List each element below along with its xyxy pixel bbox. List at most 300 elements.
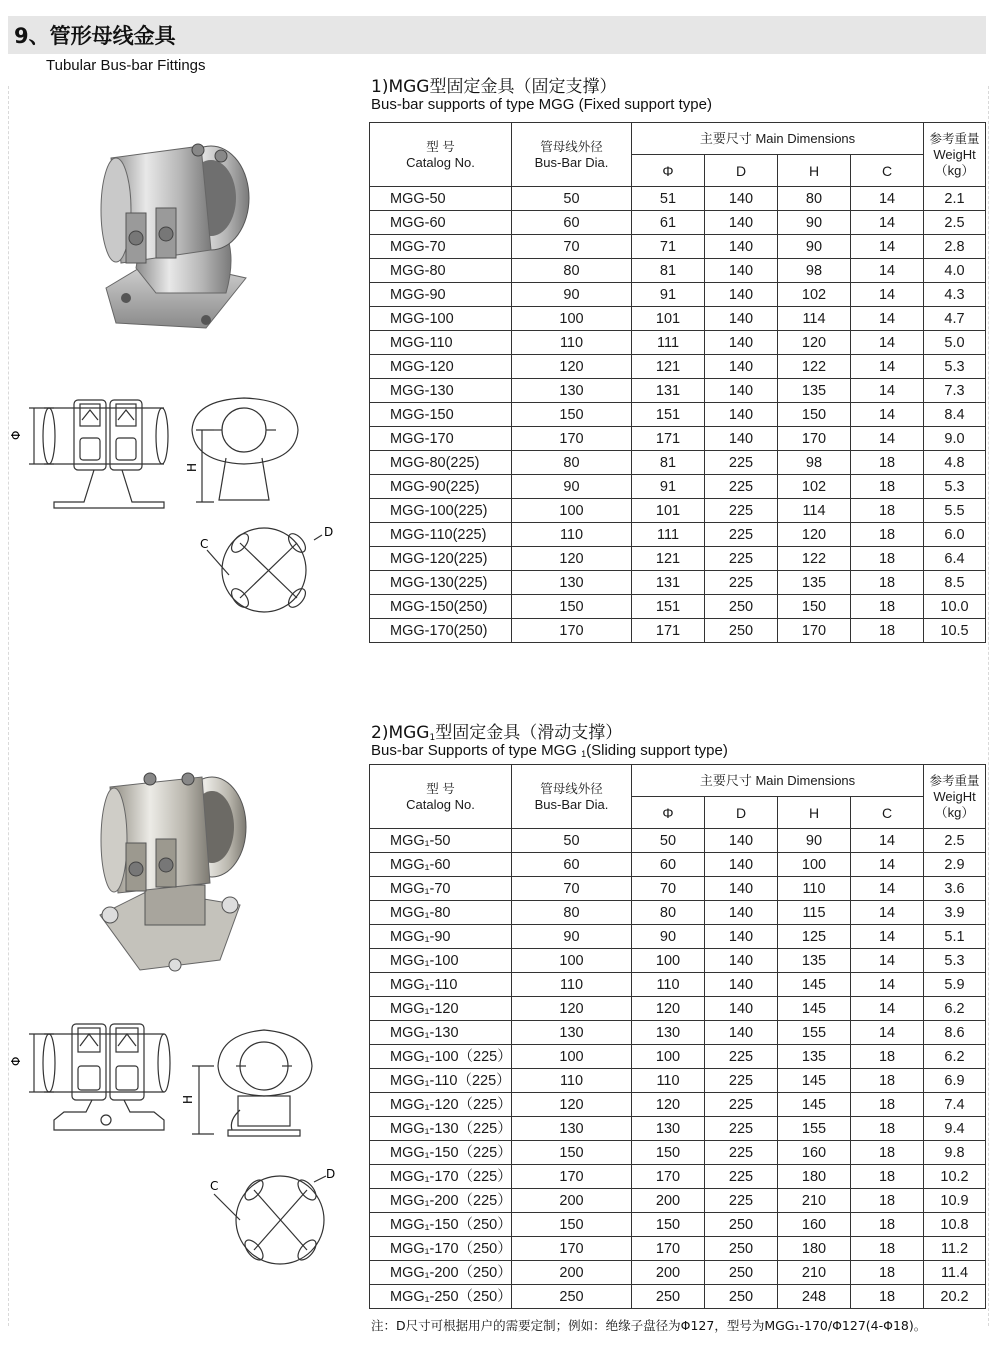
c-label: C [210,1179,219,1193]
h-cell: 145 [778,1069,851,1093]
phi-cell: 100 [632,949,705,973]
weight-cell: 4.7 [924,307,986,331]
phi-cell: 51 [632,187,705,211]
busbar-dia-cell: 70 [512,877,632,901]
phi-cell: 90 [632,925,705,949]
header-c: C [851,797,924,829]
h-cell: 160 [778,1213,851,1237]
phi-cell: 171 [632,427,705,451]
weight-cell: 2.9 [924,853,986,877]
busbar-dia-cell: 200 [512,1189,632,1213]
catalog-cell: MGG₁-130 [370,1021,512,1045]
phi-cell: 131 [632,379,705,403]
h-cell: 170 [778,427,851,451]
header-d: D [705,155,778,187]
c-cell: 14 [851,331,924,355]
catalog-cell: MGG-150(250) [370,595,512,619]
table-row [370,1021,986,1045]
section2-title: 2)MGG1型固定金具（滑动支撑） [371,723,623,743]
h-cell: 145 [778,1093,851,1117]
c-cell: 14 [851,901,924,925]
busbar-dia-cell: 90 [512,475,632,499]
header-h: H [778,797,851,829]
weight-cell: 9.0 [924,427,986,451]
catalog-cell: MGG-110 [370,331,512,355]
table-row [370,1261,986,1285]
catalog-cell: MGG-90 [370,283,512,307]
busbar-dia-cell: 100 [512,1045,632,1069]
busbar-dia-cell: 170 [512,427,632,451]
h-cell: 135 [778,949,851,973]
h-cell: 248 [778,1285,851,1309]
catalog-cell: MGG-150 [370,403,512,427]
c-cell: 14 [851,307,924,331]
h-cell: 145 [778,973,851,997]
table-row [370,475,986,499]
catalog-cell: MGG₁-70 [370,877,512,901]
busbar-dia-cell: 250 [512,1285,632,1309]
d-cell: 225 [705,523,778,547]
weight-cell: 20.2 [924,1285,986,1309]
busbar-dia-cell: 110 [512,331,632,355]
phi-cell: 200 [632,1261,705,1285]
catalog-cell: MGG₁-120（225） [370,1093,512,1117]
catalog-cell: MGG₁-60 [370,853,512,877]
weight-cell: 5.3 [924,355,986,379]
left-divider [8,86,10,1326]
catalog-cell: MGG-90(225) [370,475,512,499]
h-cell: 180 [778,1237,851,1261]
h-cell: 98 [778,259,851,283]
catalog-cell: MGG₁-100 [370,949,512,973]
weight-cell: 8.5 [924,571,986,595]
c-cell: 18 [851,1237,924,1261]
table-row [370,1285,986,1309]
c-cell: 18 [851,1045,924,1069]
catalog-cell: MGG₁-80 [370,901,512,925]
catalog-cell: MGG₁-200（250） [370,1261,512,1285]
busbar-dia-cell: 200 [512,1261,632,1285]
busbar-dia-cell: 80 [512,259,632,283]
busbar-dia-cell: 50 [512,829,632,853]
c-cell: 14 [851,1021,924,1045]
h-cell: 180 [778,1165,851,1189]
phi-cell: 121 [632,547,705,571]
weight-cell: 4.3 [924,283,986,307]
phi-cell: 151 [632,403,705,427]
busbar-dia-cell: 80 [512,901,632,925]
catalog-cell: MGG-80(225) [370,451,512,475]
catalog-cell: MGG₁-100（225） [370,1045,512,1069]
weight-cell: 6.2 [924,997,986,1021]
table-row [370,211,986,235]
busbar-dia-cell: 170 [512,1165,632,1189]
d-cell: 225 [705,571,778,595]
c-cell: 14 [851,403,924,427]
weight-cell: 3.6 [924,877,986,901]
table-row [370,355,986,379]
header-d: D [705,797,778,829]
weight-cell: 10.0 [924,595,986,619]
weight-cell: 10.9 [924,1189,986,1213]
weight-cell: 11.2 [924,1237,986,1261]
weight-cell: 6.4 [924,547,986,571]
h-cell: 210 [778,1261,851,1285]
busbar-dia-cell: 120 [512,547,632,571]
c-cell: 14 [851,283,924,307]
busbar-dia-cell: 170 [512,619,632,643]
phi-cell: 170 [632,1165,705,1189]
section1-title: 1)MGG型固定金具（固定支撑） [371,77,617,97]
h-label: H [181,1094,195,1104]
d-cell: 140 [705,307,778,331]
table-row [370,949,986,973]
busbar-dia-cell: 130 [512,1117,632,1141]
phi-cell: 110 [632,973,705,997]
phi-cell: 150 [632,1141,705,1165]
d-cell: 140 [705,829,778,853]
phi-label: Φ [9,430,23,440]
weight-cell: 2.5 [924,829,986,853]
h-cell: 135 [778,1045,851,1069]
busbar-dia-cell: 100 [512,307,632,331]
busbar-dia-cell: 120 [512,997,632,1021]
weight-cell: 11.4 [924,1261,986,1285]
d-cell: 140 [705,403,778,427]
h-label: H [185,462,199,472]
header-c: C [851,155,924,187]
c-cell: 14 [851,211,924,235]
d-cell: 225 [705,1165,778,1189]
table-row [370,1045,986,1069]
header-catalog: 型 号 Catalog No. [370,765,512,829]
table-row [370,1213,986,1237]
busbar-dia-cell: 150 [512,1213,632,1237]
catalog-cell: MGG₁-90 [370,925,512,949]
table-row [370,283,986,307]
phi-cell: 80 [632,901,705,925]
busbar-dia-cell: 130 [512,571,632,595]
d-cell: 225 [705,1189,778,1213]
h-cell: 102 [778,475,851,499]
phi-cell: 111 [632,523,705,547]
d-cell: 250 [705,595,778,619]
d-cell: 225 [705,475,778,499]
d-cell: 225 [705,451,778,475]
weight-cell: 2.5 [924,211,986,235]
c-cell: 18 [851,451,924,475]
weight-cell: 9.8 [924,1141,986,1165]
weight-cell: 5.3 [924,475,986,499]
catalog-cell: MGG₁-200（225） [370,1189,512,1213]
section1-subtitle: Bus-bar supports of type MGG (Fixed support type) [371,96,712,113]
busbar-dia-cell: 80 [512,451,632,475]
busbar-dia-cell: 170 [512,1237,632,1261]
d-cell: 140 [705,211,778,235]
catalog-cell: MGG₁-150（225） [370,1141,512,1165]
header-weight: 参考重量 WeigHt （kg） [924,765,986,829]
catalog-cell: MGG-170(250) [370,619,512,643]
catalog-cell: MGG-130(225) [370,571,512,595]
catalog-cell: MGG₁-250（250） [370,1285,512,1309]
d-cell: 225 [705,499,778,523]
h-cell: 155 [778,1021,851,1045]
catalog-cell: MGG₁-170（250） [370,1237,512,1261]
table-row [370,1189,986,1213]
d-cell: 225 [705,1117,778,1141]
d-cell: 225 [705,1093,778,1117]
catalog-cell: MGG-100(225) [370,499,512,523]
busbar-dia-cell: 130 [512,1021,632,1045]
footnote: 注：D尺寸可根据用户的需要定制；例如：绝缘子盘径为Φ127，型号为MGG₁-170/Φ127(4-Φ18)。 [371,1318,927,1333]
c-cell: 18 [851,1189,924,1213]
table-row [370,877,986,901]
mgg1-sliding-support-photo [90,765,260,980]
table-row [370,1069,986,1093]
phi-cell: 200 [632,1189,705,1213]
d-cell: 140 [705,853,778,877]
d-cell: 140 [705,331,778,355]
weight-cell: 2.1 [924,187,986,211]
weight-cell: 9.4 [924,1117,986,1141]
weight-cell: 10.2 [924,1165,986,1189]
h-cell: 90 [778,829,851,853]
section2-subtitle: Bus-bar Supports of type MGG 1(Sliding support type) [371,742,728,759]
weight-cell: 10.5 [924,619,986,643]
c-cell: 18 [851,595,924,619]
h-cell: 120 [778,331,851,355]
section2-spec-table [369,764,986,1309]
weight-cell: 5.9 [924,973,986,997]
busbar-dia-cell: 110 [512,523,632,547]
table-row [370,829,986,853]
c-cell: 14 [851,925,924,949]
table-row [370,1165,986,1189]
phi-cell: 71 [632,235,705,259]
busbar-dia-cell: 60 [512,853,632,877]
d-cell: 140 [705,901,778,925]
c-cell: 14 [851,829,924,853]
d-cell: 140 [705,1021,778,1045]
phi-cell: 151 [632,595,705,619]
header-busbar-dia: 管母线外径 Bus-Bar Dia. [512,123,632,187]
d-cell: 140 [705,949,778,973]
c-cell: 18 [851,523,924,547]
phi-cell: 91 [632,283,705,307]
h-cell: 98 [778,451,851,475]
weight-cell: 2.8 [924,235,986,259]
busbar-dia-cell: 110 [512,1069,632,1093]
mgg1-sliding-dimension-drawing [9,1020,344,1270]
h-cell: 150 [778,595,851,619]
h-cell: 150 [778,403,851,427]
weight-cell: 4.8 [924,451,986,475]
table-row [370,427,986,451]
c-cell: 18 [851,1213,924,1237]
d-cell: 225 [705,1069,778,1093]
catalog-cell: MGG₁-150（250） [370,1213,512,1237]
table-row [370,595,986,619]
d-cell: 250 [705,1213,778,1237]
c-cell: 14 [851,259,924,283]
header-main-dimensions: 主要尺寸 Main Dimensions [632,123,924,155]
h-cell: 90 [778,235,851,259]
busbar-dia-cell: 130 [512,379,632,403]
c-cell: 14 [851,235,924,259]
table-row [370,997,986,1021]
busbar-dia-cell: 100 [512,499,632,523]
h-cell: 115 [778,901,851,925]
d-cell: 140 [705,259,778,283]
table-row [370,1237,986,1261]
c-cell: 18 [851,475,924,499]
busbar-dia-cell: 60 [512,211,632,235]
phi-cell: 60 [632,853,705,877]
phi-cell: 170 [632,1237,705,1261]
phi-cell: 171 [632,619,705,643]
header-phi: Φ [632,155,705,187]
table-row [370,403,986,427]
phi-cell: 100 [632,1045,705,1069]
weight-cell: 5.5 [924,499,986,523]
d-cell: 140 [705,877,778,901]
h-cell: 120 [778,523,851,547]
header-weight: 参考重量 WeigHt （kg） [924,123,986,187]
table-row [370,853,986,877]
right-divider [988,86,990,1326]
d-cell: 140 [705,925,778,949]
c-cell: 18 [851,1117,924,1141]
d-cell: 140 [705,355,778,379]
d-label: D [326,1167,336,1181]
h-cell: 160 [778,1141,851,1165]
busbar-dia-cell: 150 [512,595,632,619]
catalog-cell: MGG-110(225) [370,523,512,547]
table-row [370,235,986,259]
busbar-dia-cell: 50 [512,187,632,211]
phi-cell: 131 [632,571,705,595]
phi-cell: 81 [632,259,705,283]
d-cell: 140 [705,997,778,1021]
weight-cell: 4.0 [924,259,986,283]
d-cell: 140 [705,283,778,307]
d-cell: 250 [705,619,778,643]
table-row [370,307,986,331]
c-label: C [200,537,209,551]
d-cell: 225 [705,1141,778,1165]
table-row [370,547,986,571]
table-row [370,571,986,595]
header-main-dimensions: 主要尺寸 Main Dimensions [632,765,924,797]
catalog-cell: MGG₁-110 [370,973,512,997]
busbar-dia-cell: 110 [512,973,632,997]
catalog-cell: MGG-100 [370,307,512,331]
h-cell: 110 [778,877,851,901]
h-cell: 80 [778,187,851,211]
h-cell: 125 [778,925,851,949]
catalog-cell: MGG-130 [370,379,512,403]
header-catalog: 型 号 Catalog No. [370,123,512,187]
phi-cell: 70 [632,877,705,901]
weight-cell: 7.3 [924,379,986,403]
catalog-cell: MGG-50 [370,187,512,211]
phi-cell: 61 [632,211,705,235]
table-row [370,925,986,949]
h-cell: 135 [778,571,851,595]
phi-cell: 150 [632,1213,705,1237]
h-cell: 114 [778,499,851,523]
phi-cell: 50 [632,829,705,853]
phi-cell: 110 [632,1069,705,1093]
weight-cell: 5.0 [924,331,986,355]
catalog-cell: MGG-120 [370,355,512,379]
phi-label: Φ [9,1056,23,1066]
catalog-cell: MGG-80 [370,259,512,283]
c-cell: 18 [851,499,924,523]
c-cell: 18 [851,619,924,643]
weight-cell: 7.4 [924,1093,986,1117]
c-cell: 14 [851,427,924,451]
c-cell: 14 [851,997,924,1021]
c-cell: 14 [851,853,924,877]
h-cell: 135 [778,379,851,403]
busbar-dia-cell: 120 [512,1093,632,1117]
phi-cell: 130 [632,1021,705,1045]
d-cell: 250 [705,1261,778,1285]
phi-cell: 250 [632,1285,705,1309]
c-cell: 18 [851,547,924,571]
c-cell: 14 [851,379,924,403]
table-row [370,451,986,475]
catalog-cell: MGG₁-130（225） [370,1117,512,1141]
weight-cell: 5.3 [924,949,986,973]
h-cell: 122 [778,355,851,379]
d-cell: 250 [705,1237,778,1261]
header-h: H [778,155,851,187]
table-row [370,523,986,547]
catalog-cell: MGG₁-120 [370,997,512,1021]
table-row [370,901,986,925]
table-row [370,619,986,643]
table-row [370,499,986,523]
d-cell: 225 [705,547,778,571]
c-cell: 14 [851,187,924,211]
phi-cell: 101 [632,307,705,331]
c-cell: 18 [851,1285,924,1309]
c-cell: 14 [851,949,924,973]
phi-cell: 81 [632,451,705,475]
catalog-cell: MGG-70 [370,235,512,259]
busbar-dia-cell: 90 [512,925,632,949]
h-cell: 210 [778,1189,851,1213]
weight-cell: 6.2 [924,1045,986,1069]
d-cell: 140 [705,187,778,211]
phi-cell: 121 [632,355,705,379]
page-subtitle: Tubular Bus-bar Fittings [46,57,206,74]
busbar-dia-cell: 70 [512,235,632,259]
c-cell: 14 [851,973,924,997]
section1-spec-table [369,122,986,643]
busbar-dia-cell: 100 [512,949,632,973]
h-cell: 122 [778,547,851,571]
weight-cell: 10.8 [924,1213,986,1237]
catalog-cell: MGG₁-110（225） [370,1069,512,1093]
h-cell: 170 [778,619,851,643]
table-row [370,1117,986,1141]
table-row [370,973,986,997]
busbar-dia-cell: 120 [512,355,632,379]
table-row [370,1093,986,1117]
